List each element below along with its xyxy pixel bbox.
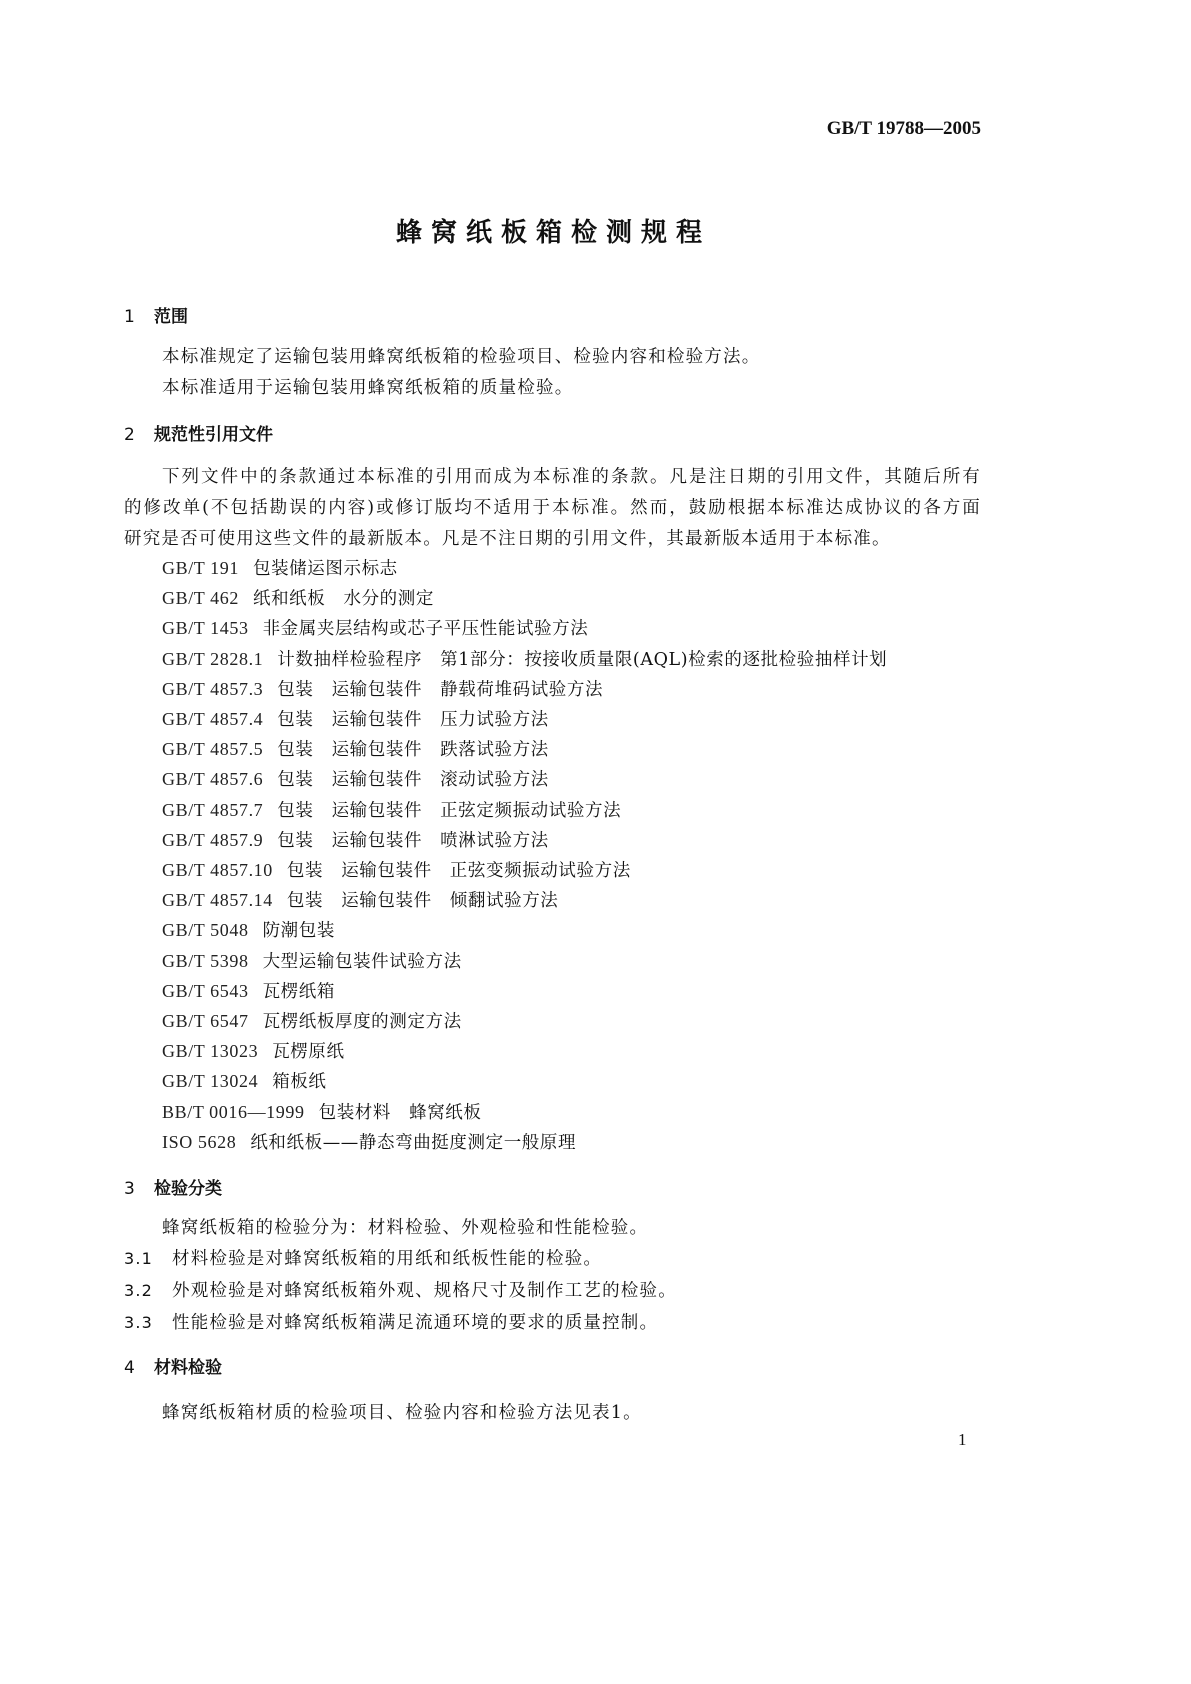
paragraph-line: 的修改单(不包括勘误的内容)或修订版均不适用于本标准。然而，鼓励根据本标准达成协议的各方面: [124, 498, 981, 518]
reference-title: 包装 运输包装件 倾翻试验方法: [286, 891, 559, 912]
reference-code: GB/T 5398: [162, 950, 249, 971]
reference-item: [162, 887, 558, 912]
clause-number: 3.2: [124, 1281, 154, 1300]
reference-code: GB/T 5048: [162, 920, 249, 941]
reference-code: GB/T 6547: [162, 1011, 249, 1031]
reference-title: 大型运输包装件试验方法: [262, 951, 462, 972]
paragraph: 本标准规定了运输包装用蜂窝纸板箱的检验项目、检验内容和检验方法。: [162, 347, 761, 367]
reference-item: [162, 706, 549, 731]
reference-title: 箱板纸: [272, 1072, 327, 1093]
standard-number: GB/T 19788—2005: [826, 118, 981, 139]
clause-3-2: [124, 1277, 677, 1302]
reference-item: [162, 766, 549, 791]
section-title: 范围: [154, 307, 188, 327]
section-title: 规范性引用文件: [154, 425, 273, 445]
reference-code: ISO 5628: [162, 1131, 237, 1152]
section-number: 1: [124, 307, 135, 327]
reference-item: [162, 736, 549, 761]
reference-item: [162, 917, 335, 942]
reference-item: [162, 827, 549, 852]
reference-title: 纸和纸板——静态弯曲挺度测定一般原理: [250, 1132, 577, 1153]
reference-title: 瓦楞纸箱: [262, 981, 335, 1002]
reference-code: GB/T 2828.1: [162, 648, 264, 669]
reference-code: BB/T 0016—1999: [162, 1101, 305, 1122]
reference-item: [162, 676, 603, 701]
clause-number: 3.3: [124, 1313, 154, 1332]
clause-text: 材料检验是对蜂窝纸板箱的用纸和纸板性能的检验。: [172, 1249, 603, 1269]
reference-code: GB/T 6543: [162, 980, 249, 1001]
reference-title: 包装 运输包装件 静载荷堆码试验方法: [277, 679, 604, 700]
reference-title: 包装 运输包装件 压力试验方法: [277, 710, 549, 730]
reference-item: [162, 1129, 576, 1154]
clause-text: 性能检验是对蜂窝纸板箱满足流通环境的要求的质量控制。: [172, 1313, 659, 1333]
reference-code: GB/T 462: [162, 588, 239, 609]
reference-code: GB/T 4857.9: [162, 829, 264, 850]
reference-item: [162, 1008, 462, 1033]
section-title: 检验分类: [154, 1179, 222, 1199]
reference-item: [162, 646, 887, 671]
reference-code: GB/T 4857.7: [162, 799, 264, 820]
clause-number: 3.1: [124, 1249, 154, 1268]
section-number: 3: [124, 1179, 135, 1199]
reference-item: [162, 1068, 327, 1093]
reference-item: [162, 857, 631, 882]
paragraph-line: 研究是否可使用这些文件的最新版本。凡是不注日期的引用文件，其最新版本适用于本标准。: [124, 529, 891, 549]
reference-item: [162, 978, 335, 1003]
clause-3-1: [124, 1245, 602, 1270]
section-4-heading: [124, 1353, 222, 1378]
reference-item: [162, 1038, 345, 1063]
reference-code: GB/T 4857.3: [162, 678, 264, 699]
reference-title: 纸和纸板 水分的测定: [252, 589, 434, 610]
reference-item: [162, 585, 434, 610]
reference-title: 防潮包装: [262, 921, 335, 942]
reference-code: GB/T 4857.5: [162, 739, 264, 760]
reference-title: 瓦楞纸板厚度的测定方法: [262, 1012, 462, 1032]
reference-code: GB/T 4857.14: [162, 890, 273, 911]
document-title: 蜂窝纸板箱检测规程: [395, 218, 711, 248]
paragraph: 蜂窝纸板箱材质的检验项目、检验内容和检验方法见表1。: [162, 1403, 642, 1423]
section-1-heading: [124, 302, 188, 327]
reference-title: 包装 运输包装件 正弦定频振动试验方法: [277, 800, 622, 821]
reference-code: GB/T 13024: [162, 1071, 259, 1092]
reference-title: 非金属夹层结构或芯子平压性能试验方法: [262, 619, 589, 640]
reference-title: 计数抽样检验程序 第1部分：按接收质量限(AQL)检索的逐批检验抽样计划: [277, 649, 888, 670]
reference-item: [162, 555, 398, 580]
reference-item: [162, 948, 462, 973]
reference-code: GB/T 4857.4: [162, 709, 264, 729]
section-title: 材料检验: [154, 1358, 222, 1378]
section-number: 2: [124, 425, 135, 445]
reference-code: GB/T 191: [162, 558, 239, 578]
reference-item: [162, 797, 621, 822]
reference-title: 包装储运图示标志: [252, 559, 398, 579]
section-3-heading: [124, 1174, 222, 1199]
reference-code: GB/T 4857.6: [162, 769, 264, 790]
clause-text: 外观检验是对蜂窝纸板箱外观、规格尺寸及制作工艺的检验。: [172, 1281, 677, 1301]
reference-code: GB/T 13023: [162, 1041, 259, 1062]
reference-title: 包装 运输包装件 跌落试验方法: [277, 740, 549, 761]
clause-3-3: [124, 1309, 658, 1334]
paragraph: 本标准适用于运输包装用蜂窝纸板箱的质量检验。: [162, 378, 574, 398]
page-number: 1: [958, 1430, 967, 1449]
section-number: 4: [124, 1358, 135, 1378]
reference-item: [162, 1099, 482, 1124]
section-2-heading: [124, 420, 273, 445]
reference-title: 包装 运输包装件 正弦变频振动试验方法: [286, 861, 631, 881]
reference-code: GB/T 1453: [162, 618, 249, 639]
reference-title: 包装材料 蜂窝纸板: [318, 1102, 482, 1123]
reference-item: [162, 615, 588, 640]
reference-title: 包装 运输包装件 滚动试验方法: [277, 770, 549, 791]
reference-title: 包装 运输包装件 喷淋试验方法: [277, 830, 549, 851]
reference-code: GB/T 4857.10: [162, 860, 273, 880]
reference-title: 瓦楞原纸: [272, 1042, 345, 1063]
paragraph: 蜂窝纸板箱的检验分为：材料检验、外观检验和性能检验。: [162, 1218, 649, 1238]
paragraph-line: 下列文件中的条款通过本标准的引用而成为本标准的条款。凡是注日期的引用文件，其随后所有: [162, 467, 981, 487]
